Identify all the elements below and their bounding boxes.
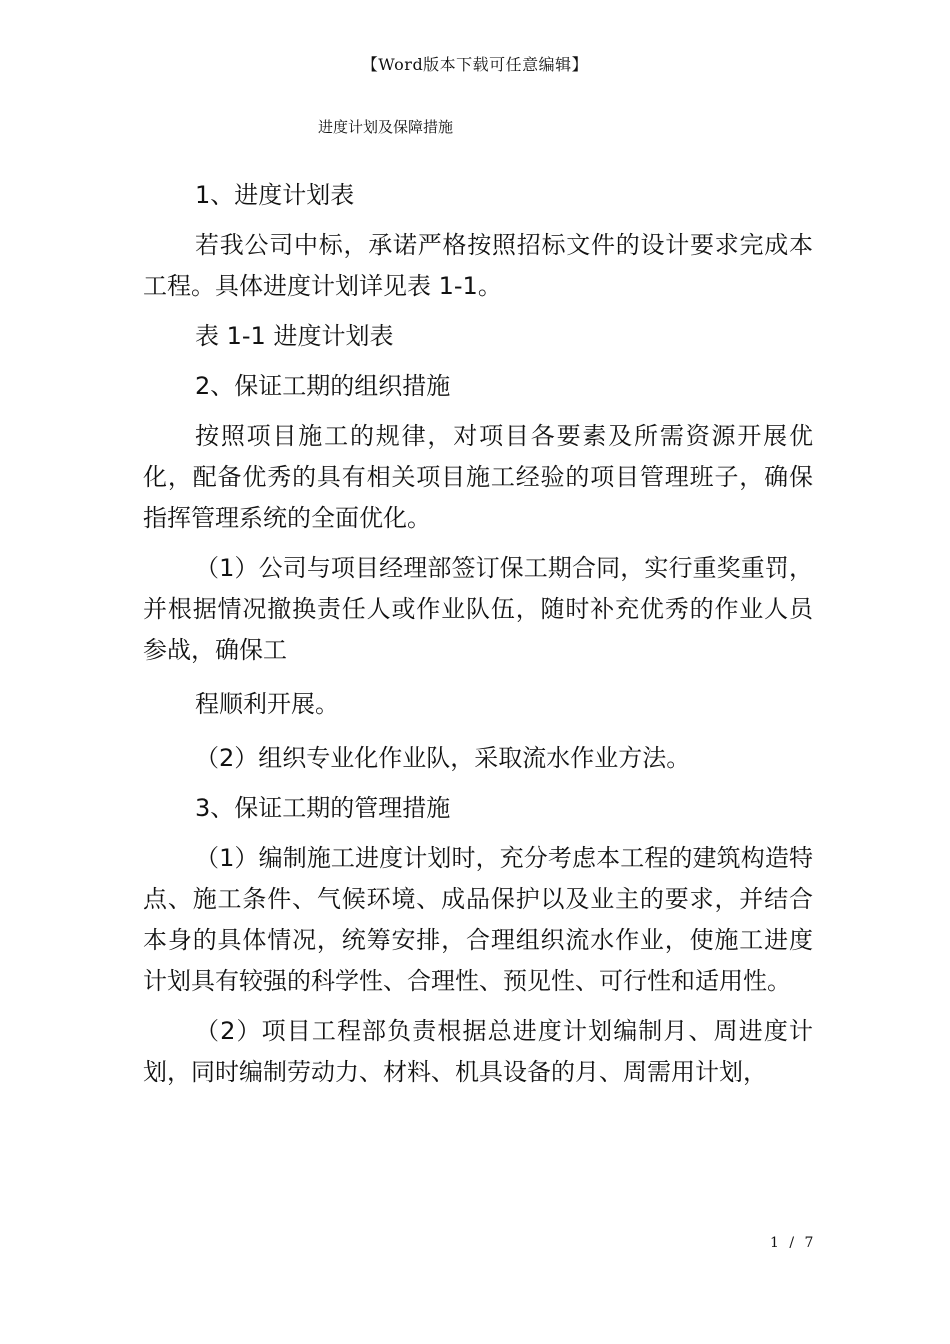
paragraph-item-2-monthly-plan: （2）项目工程部负责根据总进度计划编制月、周进度计划，同时编制劳动力、材料、机具设备的月、周需用计划， <box>143 1017 813 1086</box>
paragraph-continuation: 程顺利开展。 <box>195 690 339 718</box>
body-text <box>143 175 813 1093</box>
heading-organization-measures: 2、保证工期的组织措施 <box>195 372 451 400</box>
paragraph-item-2-teams: （2）组织专业化作业队，采取流水作业方法。 <box>195 744 691 772</box>
table-caption: 表 1-1 进度计划表 <box>195 322 394 350</box>
page-number: 1 / 7 <box>770 1235 817 1251</box>
heading-management-measures: 3、保证工期的管理措施 <box>195 794 451 822</box>
document-title: 进度计划及保障措施 <box>318 118 454 136</box>
download-note: 【Word版本下载可任意编辑】 <box>361 55 589 74</box>
paragraph-item-1-contract: （1）公司与项目经理部签订保工期合同，实行重奖重罚，并根据情况撤换责任人或作业队伍，随时补充优秀的作业人员参战，确保工 <box>143 554 813 664</box>
heading-schedule: 1、进度计划表 <box>195 181 355 209</box>
paragraph-item-1-plan: （1）编制施工进度计划时，充分考虑本工程的建筑构造特点、施工条件、气候环境、成品保护以及业主的要求，并结合本身的具体情况，统筹安排，合理组织流水作业，使施工进度计划具有较强的科学性、合理性、预见性、可行性和适用性。 <box>143 844 813 995</box>
paragraph-commitment: 若我公司中标，承诺严格按照招标文件的设计要求完成本工程。具体进度计划详见表 1-1。 <box>143 231 813 300</box>
paragraph-organization: 按照项目施工的规律，对项目各要素及所需资源开展优化，配备优秀的具有相关项目施工经验的项目管理班子，确保指挥管理系统的全面优化。 <box>143 422 813 532</box>
